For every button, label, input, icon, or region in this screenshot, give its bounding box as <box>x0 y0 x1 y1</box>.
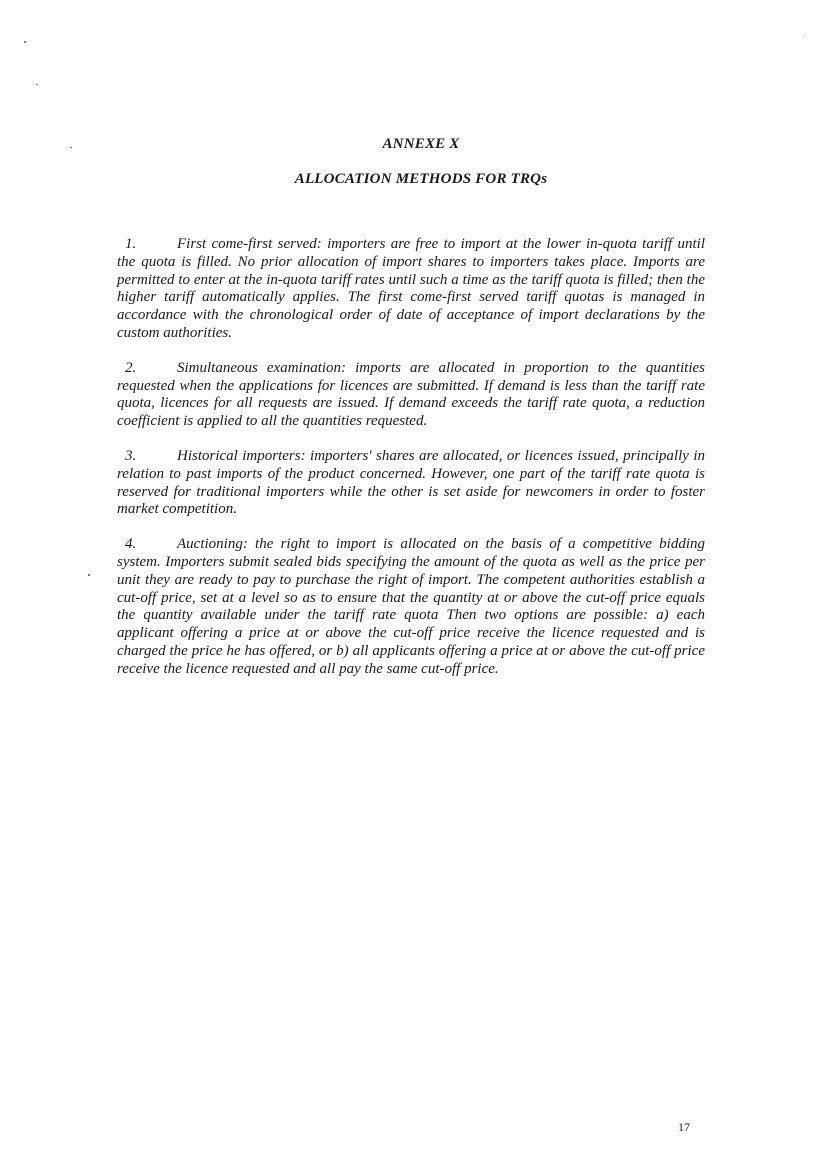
annex-title: ANNEXE X <box>382 136 460 152</box>
scan-speck <box>803 36 804 38</box>
paragraph-text: Auctioning: the right to import is allocated on the basis of a competitive bidding system. Importers submit sealed bids specifying the amount of the quota as well as the price per unit they are ready to pay to purchase the right of import. The competent authorities establish a cut-off price, set at a level so as to ensure that the quantity at or above the cut-off price equals the quantity available under the tariff rate quota Then two options are possible: a) each applicant offering a price at or above the cut-off price receive the licence requested and is charged the price he has offered, or b) all applicants offering a price at or above the cut-off price receive the licence requested and all pay the same cut-off price. <box>117 536 705 677</box>
paragraph-text: Historical importers: importers' shares are allocated, or licences issued, principally in relation to past imports of the product concerned. However, one part of the tariff rate quota is reserved for traditional importers while the other is set aside for newcomers in order to foster market competition. <box>117 447 705 518</box>
document-body <box>117 236 705 696</box>
paragraph-1 <box>117 236 705 343</box>
paragraph-3 <box>117 448 705 519</box>
annex-subtitle: ALLOCATION METHODS FOR TRQs <box>294 171 548 187</box>
paragraph-number: 1. <box>125 236 137 252</box>
paragraph-number: 4. <box>125 536 137 553</box>
paragraph-text: Simultaneous examination: imports are allocated in proportion to the quantities requested when the applications for licences are submitted. If demand is less than the tariff rate quota, licences for all requests are issued. If demand exceeds the tariff rate quota, a reduction coefficient is applied to all the quantities requested. <box>117 359 705 430</box>
paragraph-2 <box>117 360 705 431</box>
scan-speck <box>24 41 26 43</box>
paragraph-number: 3. <box>125 447 137 464</box>
paragraph-4 <box>117 536 705 678</box>
paragraph-number: 2. <box>125 359 137 376</box>
page-number: 17 <box>678 1120 690 1134</box>
scan-speck <box>88 574 90 576</box>
paragraph-text: First come-first served: importers are free to import at the lower in-quota tariff until the quota is filled. No prior allocation of import shares to importers takes place. Imports are permitted to enter at the in-quota tariff rates until such a time as the tariff quota is filled; then the higher tariff automatically applies. The first come-first served tariff quotas is managed in accordance with the chronological order of date of acceptance of import declarations by the custom authorities. <box>117 236 705 341</box>
scan-speck <box>36 84 38 85</box>
